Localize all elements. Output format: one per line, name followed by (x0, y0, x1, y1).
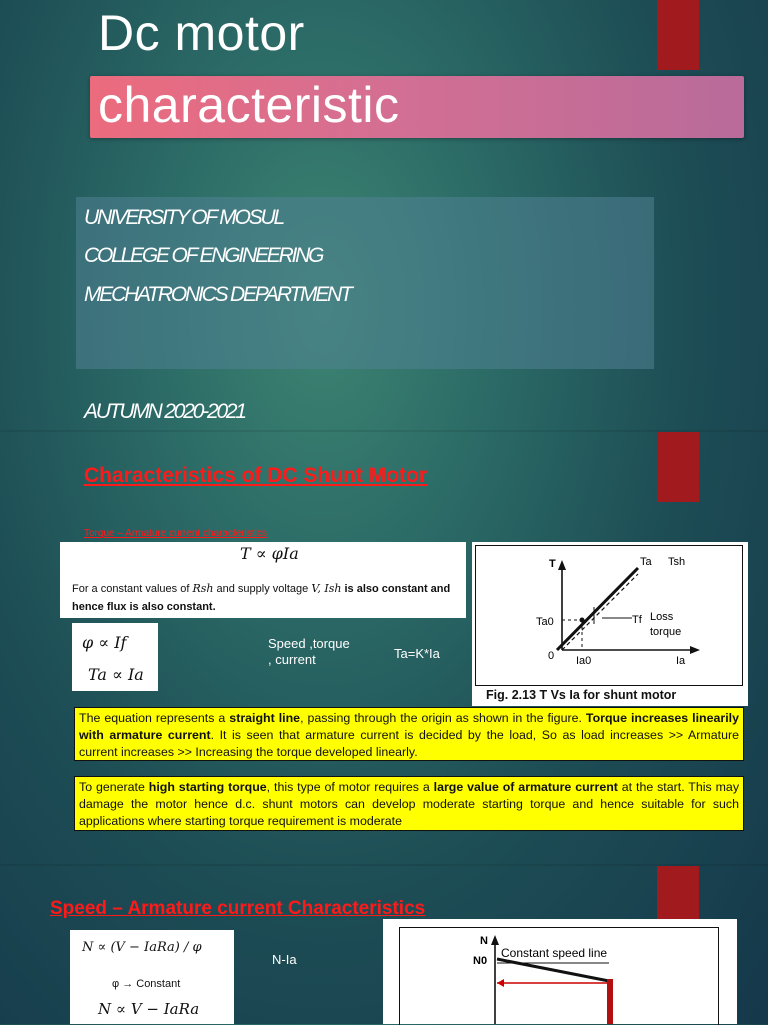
college-name: COLLEGE OF ENGINEERING (84, 244, 323, 267)
torque-fig-label-ta0: Ta0 (536, 616, 554, 628)
formula-note: For a constant values of Rsh and supply voltage V, Ish is also constant and hence flux is also constant. (72, 582, 451, 613)
tsh-line (562, 574, 638, 650)
speed-drop-line (497, 959, 609, 981)
university-name: UNIVERSITY OF MOSUL (84, 206, 283, 229)
speed-fig-label-n: N (480, 935, 488, 947)
shunt-heading: Characteristics of DC Shunt Motor (84, 464, 428, 487)
red-marker-arrow (497, 979, 504, 987)
torque-proportion: Ta ∝ Ia (88, 665, 144, 684)
title-line-2: characteristic (98, 77, 400, 133)
speed-heading: Speed – Armature current Characteristics (50, 898, 426, 919)
torque-flux-formula: T ∝ φIa (240, 544, 299, 563)
torque-x-arrow (690, 646, 700, 654)
speed-formula-flux: φ → Constant (112, 978, 181, 990)
slide-divider (0, 430, 768, 432)
speed-torque-note-2: , current (268, 652, 316, 667)
torque-subheading: Torque – Armature current characteristics (84, 528, 267, 539)
speed-formula-panel (70, 930, 234, 1024)
torque-fig-label-torque: torque (650, 626, 682, 638)
speed-label: N-Ia (272, 952, 297, 967)
proportionality-panel (72, 623, 158, 691)
torque-figure-caption: Fig. 2.13 T Vs Ia for shunt motor (486, 688, 677, 702)
red-marker-bar (607, 979, 613, 1024)
torque-y-arrow (558, 560, 566, 570)
torque-fig-label-origin: 0 (548, 650, 555, 662)
speed-formula-main: N ∝ (V − IaRa) / φ (82, 940, 202, 955)
speed-fig-label-n0: N0 (473, 955, 488, 967)
torque-fig-label-ta: Ta (640, 556, 652, 568)
title-line-1: Dc motor (98, 5, 305, 61)
speed-fig-label-constant: Constant speed line (501, 946, 608, 960)
flux-proportion: φ ∝ If (82, 633, 127, 652)
formula-panel (60, 542, 466, 618)
torque-figure-graph (472, 542, 748, 706)
torque-fig-label-tsh: Tsh (668, 556, 686, 568)
slide3-red-accent-bar (657, 866, 699, 924)
ta0-point (580, 618, 585, 623)
slide-divider-2 (0, 864, 768, 866)
torque-fig-label-ia: Ia (676, 655, 686, 667)
speed-y-arrow (491, 935, 499, 945)
ta-line (557, 568, 638, 650)
torque-fig-label-ia0: Ia0 (576, 655, 592, 667)
term-label: AUTUMN 2020-2021 (84, 400, 245, 423)
slide1-red-accent-bar (657, 0, 699, 70)
torque-figure (472, 542, 748, 706)
department-name: MECHATRONICS DEPARTMENT (84, 283, 351, 306)
starting-torque-explanation: To generate high starting torque, this type of motor requires a large value of armature current at the start. This may damage the motor hence d.c. shunt motors can develop moderate starting torque and hence suitable for such applications where starting torque requirement is moderate (74, 776, 744, 831)
speed-figure (383, 919, 737, 1024)
speed-formula-linear: N ∝ V − IaRa (98, 1000, 200, 1018)
slide2-red-accent-bar (657, 432, 699, 502)
speed-torque-note-1: Speed ,torque (268, 636, 350, 651)
torque-fig-label-t: T (549, 558, 556, 570)
torque-fig-label-loss: Loss (650, 611, 674, 623)
ta-equation: Ta=K*Ia (394, 646, 440, 661)
torque-fig-label-tf: Tf (632, 614, 642, 626)
linear-torque-explanation: The equation represents a straight line, passing through the origin as shown in the figure. Torque increases linearily with armature current. It is seen that armature current is decided by the load, So as load increases >> Armature current increases >> Increasing the torque developed linearly. (74, 707, 744, 761)
speed-figure-graph (383, 919, 737, 1024)
